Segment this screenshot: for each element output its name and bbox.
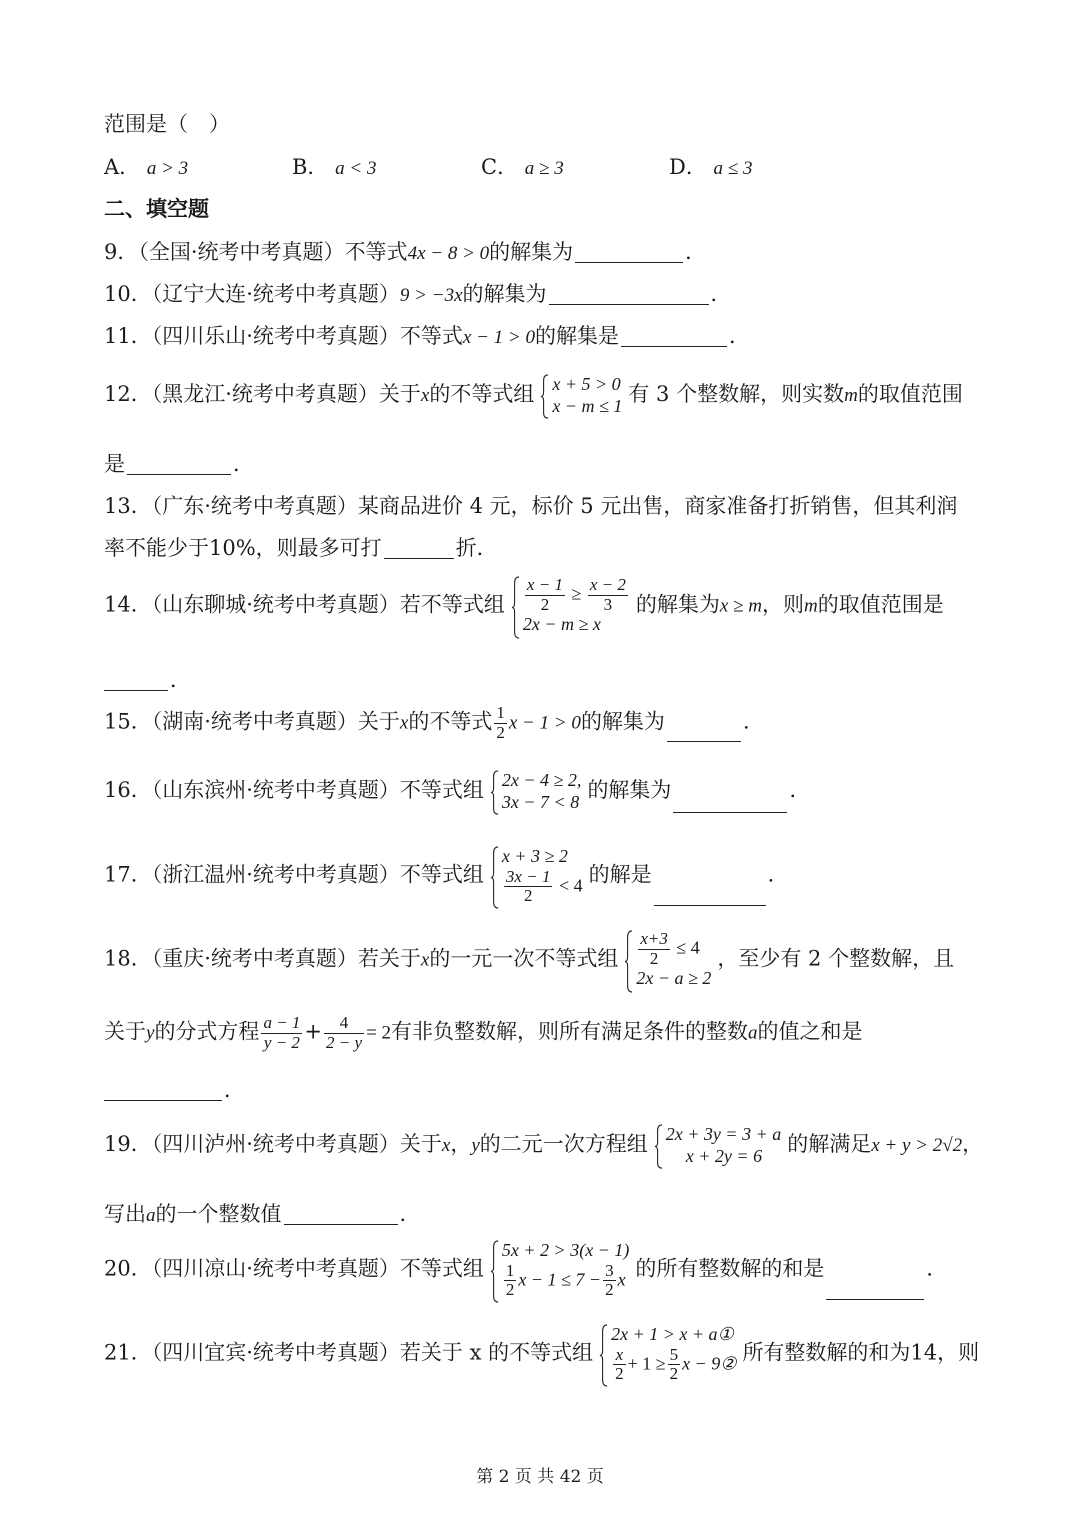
answer-blank xyxy=(127,454,231,475)
question-13-cont: 率不能少于10%，则最多可打 折． xyxy=(104,536,498,560)
question-18-cont: 关于y的分式方程 $\frac{a - 1}{y - 2}$ + $\frac{4}{2 - y}$ = 2有非负整数解，则所有满足条件的整数a的值之和是 xyxy=(104,1013,863,1052)
question-16: 16．（山东滨州·统考中考真题）不等式组 2x − 4 ≥ 2, 3x − 7 < 8 的解集为 ． xyxy=(104,770,810,813)
answer-blank xyxy=(549,284,709,305)
answer-blank xyxy=(667,721,741,742)
question-21: 21．（四川宜宾·统考中考真题）若关于 x 的不等式组 2x + 1 > x + a① $\frac{x}{2}$ + 1 ≥ $\frac{5}{2}$ x − 9② 所有整数解的和为14，则 xyxy=(104,1324,979,1384)
question-20: 20．（四川凉山·统考中考真题）不等式组 5x + 2 > 3(x − 1) $\frac{1}{2}$ x − 1 ≤ 7 − $\frac{3}{2}$ x 的所有整数解的和是 ． xyxy=(104,1240,947,1300)
option-d: D． a ≤ 3 xyxy=(669,155,753,179)
answer-blank xyxy=(575,242,683,263)
question-19: 19．（四川泸州·统考中考真题）关于x，y的二元一次方程组 2x + 3y = 3 + a x + 2y = 6 的解满足x + y > 2√2， xyxy=(104,1124,983,1167)
option-c: C． a ≥ 3 xyxy=(481,155,564,179)
inequality-system: x + 5 > 0 x − m ≤ 1 xyxy=(540,374,622,417)
question-18: 18．（重庆·统考中考真题）若关于x的一元一次不等式组 $\frac{x+3}{2}$ ≤ 4 2x − a ≥ 2 ，至少有 2 个整数解，且 xyxy=(104,930,954,990)
option-a: A． a > 3 xyxy=(104,155,189,179)
question-12: 12．（黑龙江·统考中考真题）关于x的不等式组 x + 5 > 0 x − m ≤ 1 有 3 个整数解，则实数m的取值范围 xyxy=(104,374,963,417)
question-12-cont: 是 ． xyxy=(104,452,254,476)
question-14-cont: ． xyxy=(104,670,191,691)
equation-system: 2x + 3y = 3 + a x + 2y = 6 xyxy=(654,1124,781,1167)
question-9: 9．（全国·统考中考真题）不等式4x − 8 > 0的解集为 ． xyxy=(104,240,707,264)
question-10: 10．（辽宁大连·统考中考真题）9 > −3x的解集为 ． xyxy=(104,282,732,306)
answer-blank xyxy=(104,1080,222,1101)
question-13: 13．（广东·统考中考真题）某商品进价 4 元，标价 5 元出售，商家准备打折销售，但其利润 xyxy=(104,494,958,518)
question-11: 11．（四川乐山·统考中考真题）不等式x − 1 > 0的解集是 ． xyxy=(104,324,750,348)
question-14: 14．（山东聊城·统考中考真题）若不等式组 $\frac{x - 1}{2}$ ≥ $\frac{x - 2}{3}$ 2x − m ≥ x 的解集为x ≥ m，则m的取值范围是 xyxy=(104,576,944,636)
inequality-system: 2x + 1 > x + a① $\frac{x}{2}$ + 1 ≥ $\frac{5}{2}$ x − 9② xyxy=(599,1324,736,1384)
inequality-system: 5x + 2 > 3(x − 1) $\frac{1}{2}$ x − 1 ≤ 7 − $\frac{3}{2}$ x xyxy=(490,1240,629,1300)
section-heading: 二、填空题 xyxy=(104,197,209,221)
q8-tail: 范围是（ ） xyxy=(104,112,230,136)
answer-blank xyxy=(284,1204,398,1225)
answer-blank xyxy=(621,326,727,347)
question-19-cont: 写出a的一个整数值 ． xyxy=(104,1202,421,1226)
question-17: 17．（浙江温州·统考中考真题）不等式组 x + 3 ≥ 2 $\frac{3x - 1}{2}$ < 4 的解是 ． xyxy=(104,846,789,906)
question-15: 15．（湖南·统考中考真题）关于x的不等式 $\frac{1}{2}$ x − 1 > 0的解集为 ． xyxy=(104,703,764,742)
option-b: B． a < 3 xyxy=(292,155,377,179)
answer-blank xyxy=(673,792,787,813)
question-18-end: ． xyxy=(104,1080,245,1101)
page-footer: 第 2 页 共 42 页 xyxy=(476,1467,604,1487)
answer-blank xyxy=(384,538,454,559)
answer-blank xyxy=(104,670,168,691)
answer-blank xyxy=(654,885,766,906)
inequality-system: 2x − 4 ≥ 2, 3x − 7 < 8 xyxy=(490,770,582,813)
inequality-system: x + 3 ≥ 2 $\frac{3x - 1}{2}$ < 4 xyxy=(490,846,583,906)
inequality-system: $\frac{x - 1}{2}$ ≥ $\frac{x - 2}{3}$ 2x − m ≥ x xyxy=(511,576,630,636)
answer-blank xyxy=(826,1279,924,1300)
inequality-system: $\frac{x+3}{2}$ ≤ 4 2x − a ≥ 2 xyxy=(624,930,711,990)
